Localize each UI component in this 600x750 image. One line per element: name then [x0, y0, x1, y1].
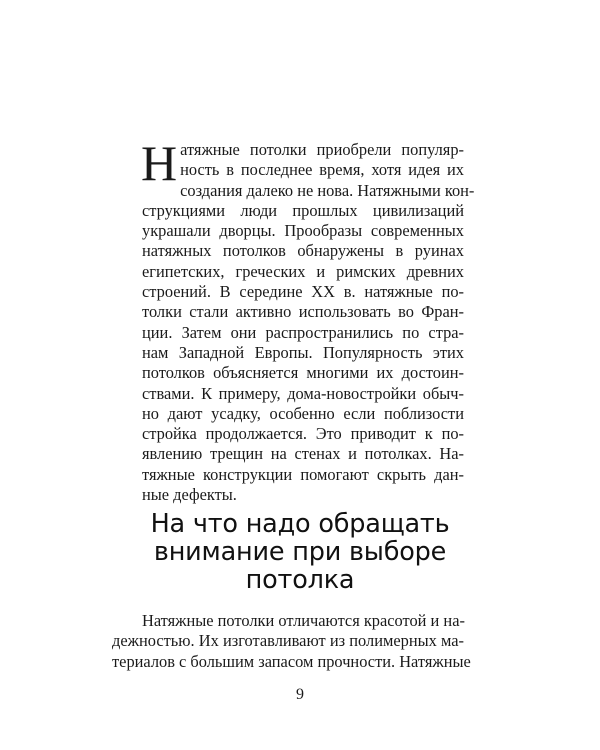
text-line: ствами. К примеру, дома-новостройки обыч- [142, 383, 464, 403]
text-line: атяжные потолки приобрели популяр- [180, 140, 464, 159]
text-line: но дают усадку, особенно если поблизости [142, 403, 464, 423]
heading-line: потолка [245, 565, 355, 595]
text-line: дежностью. Их изготавливают из полимерных ма- [112, 631, 464, 651]
text-line: явлению трещин на стенах и потолках. На- [142, 444, 464, 464]
text-line: натяжных потолков обнаружены в руинах [142, 241, 464, 261]
text-line: Натяжные потолки отличаются красотой и на- [142, 611, 465, 630]
text-line: ные дефекты. [142, 485, 237, 505]
text-line: тяжные конструкции помогают скрыть дан- [142, 464, 464, 484]
text-line: териалов с большим запасом прочности. Натяжные [112, 651, 471, 671]
text-line: нам Западной Европы. Популярность этих [142, 342, 464, 362]
intro-paragraph [141, 135, 475, 505]
section-paragraph [112, 611, 471, 672]
text-line: ции. Затем они распространились по стра- [142, 322, 464, 342]
text-line: потолков объясняется многими их достоин- [142, 363, 464, 383]
heading-line: На что надо обращать [150, 509, 450, 539]
text-line: ность в последнее время, хотя идея их [180, 160, 464, 180]
text-line: украшали дворцы. Прообразы современных [142, 221, 464, 241]
drop-cap: Н [141, 135, 178, 191]
text-line: толки стали активно использовать во Фран- [142, 302, 464, 322]
heading-line: внимание при выборе [153, 537, 447, 567]
text-line: стройка продолжается. Это приводит к по- [142, 424, 464, 444]
text-line: создания далеко не нова. Натяжными кон- [180, 180, 475, 200]
text-line: египетских, греческих и римских древних [142, 261, 464, 281]
text-line: строений. В середине XX в. натяжные по- [142, 282, 464, 302]
section-heading [100, 510, 500, 594]
page-number: 9 [296, 686, 304, 703]
text-line: струкциями люди прошлых цивилизаций [142, 200, 464, 220]
